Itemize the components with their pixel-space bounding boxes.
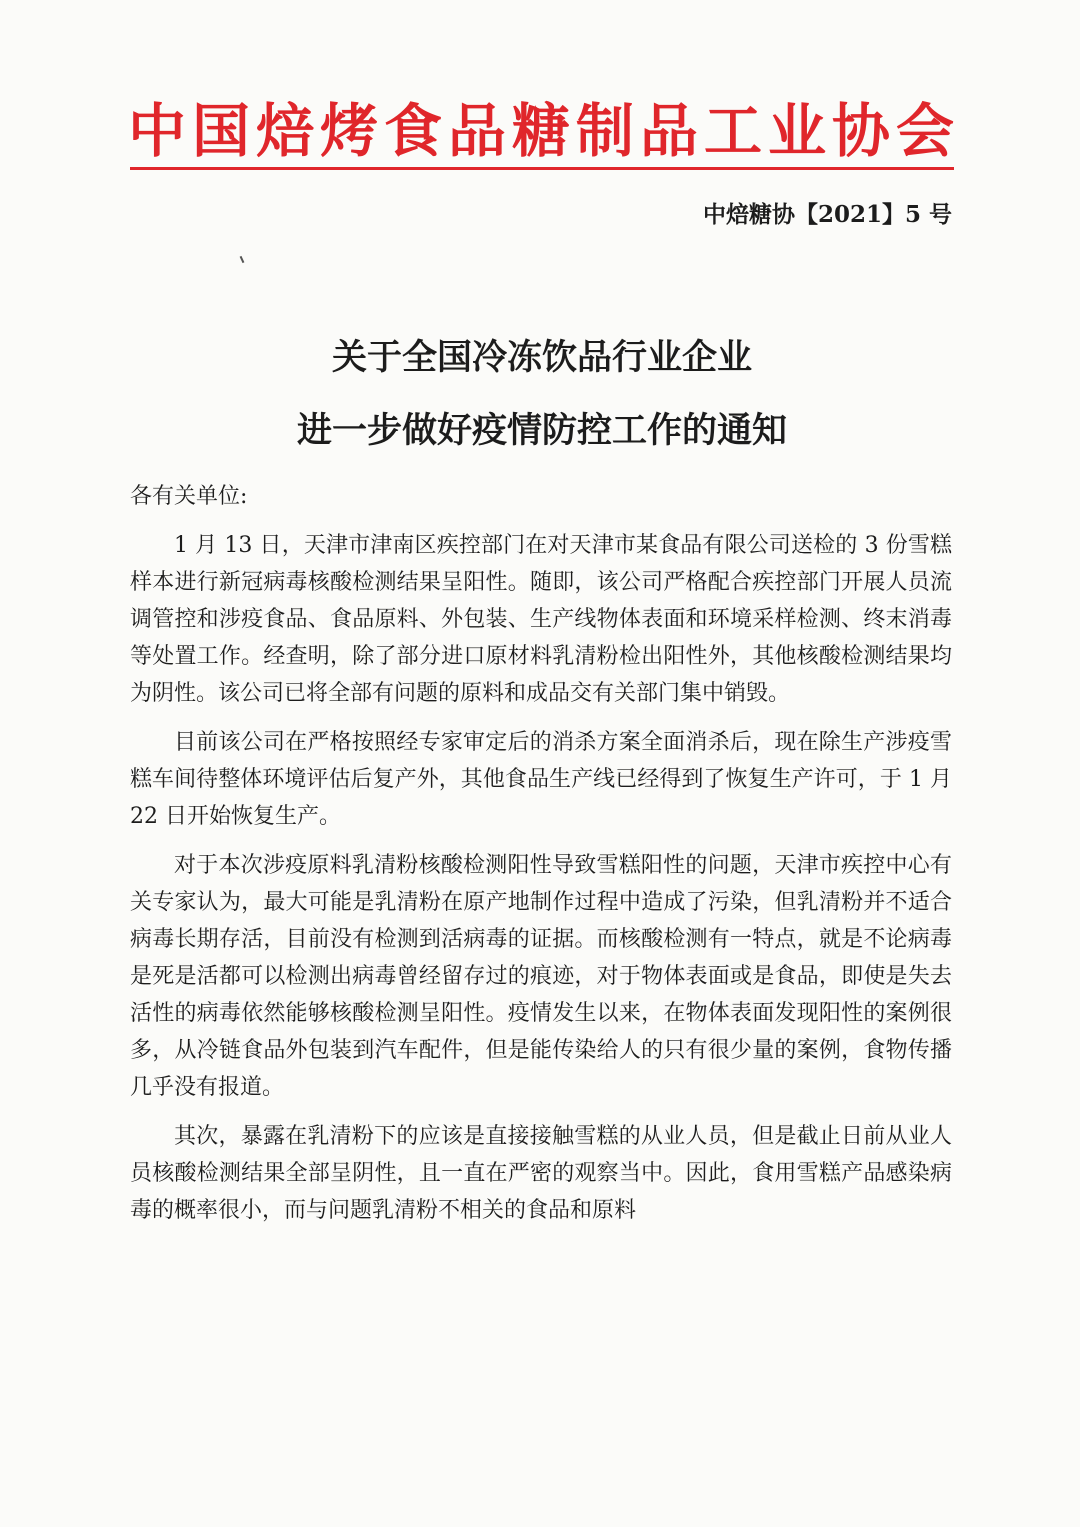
notice-title-line-1: 关于全国冷冻饮品行业企业 — [331, 337, 752, 378]
notice-title-line-2: 进一步做好疫情防控工作的通知 — [296, 410, 787, 451]
notice-body — [130, 527, 952, 1241]
body-paragraph-3: 对于本次涉疫原料乳清粉核酸检测阳性导致雪糕阳性的问题，天津市疾控中心有关专家认为，最大可能是乳清粉在原产地制作过程中造成了污染，但乳清粉并不适合病毒长期存活，目前没有检测到活病毒的证据。而核酸检测有一特点，就是不论病毒是死是活都可以检测出病毒曾经留存过的痕迹，对于物体表面或是食品，即使是失去活性的病毒依然能够核酸检测呈阳性。疫情发生以来，在物体表面发现阳性的案例很多，从冷链食品外包装到汽车配件，但是能传染给人的只有很少量的案例，食物传播几乎没有报道。 — [130, 853, 952, 1100]
body-paragraph-2: 目前该公司在严格按照经专家审定后的消杀方案全面消杀后，现在除生产涉疫雪糕车间待整体环境评估后复产外，其他食品生产线已经得到了恢复生产许可，于 1 月 22 日开始恢复生产。 — [130, 730, 952, 829]
organization-letterhead: 中国焙烤食品糖制品工业协会 — [128, 97, 961, 165]
body-paragraph-4: 其次，暴露在乳清粉下的应该是直接接触雪糕的从业人员，但是截止日前从业人员核酸检测结果全部呈阴性，且一直在严密的观察当中。因此，食用雪糕产品感染病毒的概率很小，而与问题乳清粉不相关的食品和原料 — [130, 1124, 952, 1223]
body-paragraph-1: 1 月 13 日，天津市津南区疾控部门在对天津市某食品有限公司送检的 3 份雪糕样本进行新冠病毒核酸检测结果呈阳性。随即，该公司严格配合疾控部门开展人员流调管控和涉疫食品、食品原料、外包装、生产线物体表面和环境采样检测、终末消毒等处置工作。经查明，除了部分进口原材料乳清粉检出阳性外，其他核酸检测结果均为阴性。该公司已将全部有问题的原料和成品交有关部门集中销毁。 — [130, 533, 952, 706]
letterhead-red-rule — [130, 167, 954, 170]
document-number: 中焙糖协【2021】5 号 — [702, 201, 952, 228]
salutation: 各有关单位: — [130, 484, 248, 509]
scan-mark — [240, 256, 245, 263]
